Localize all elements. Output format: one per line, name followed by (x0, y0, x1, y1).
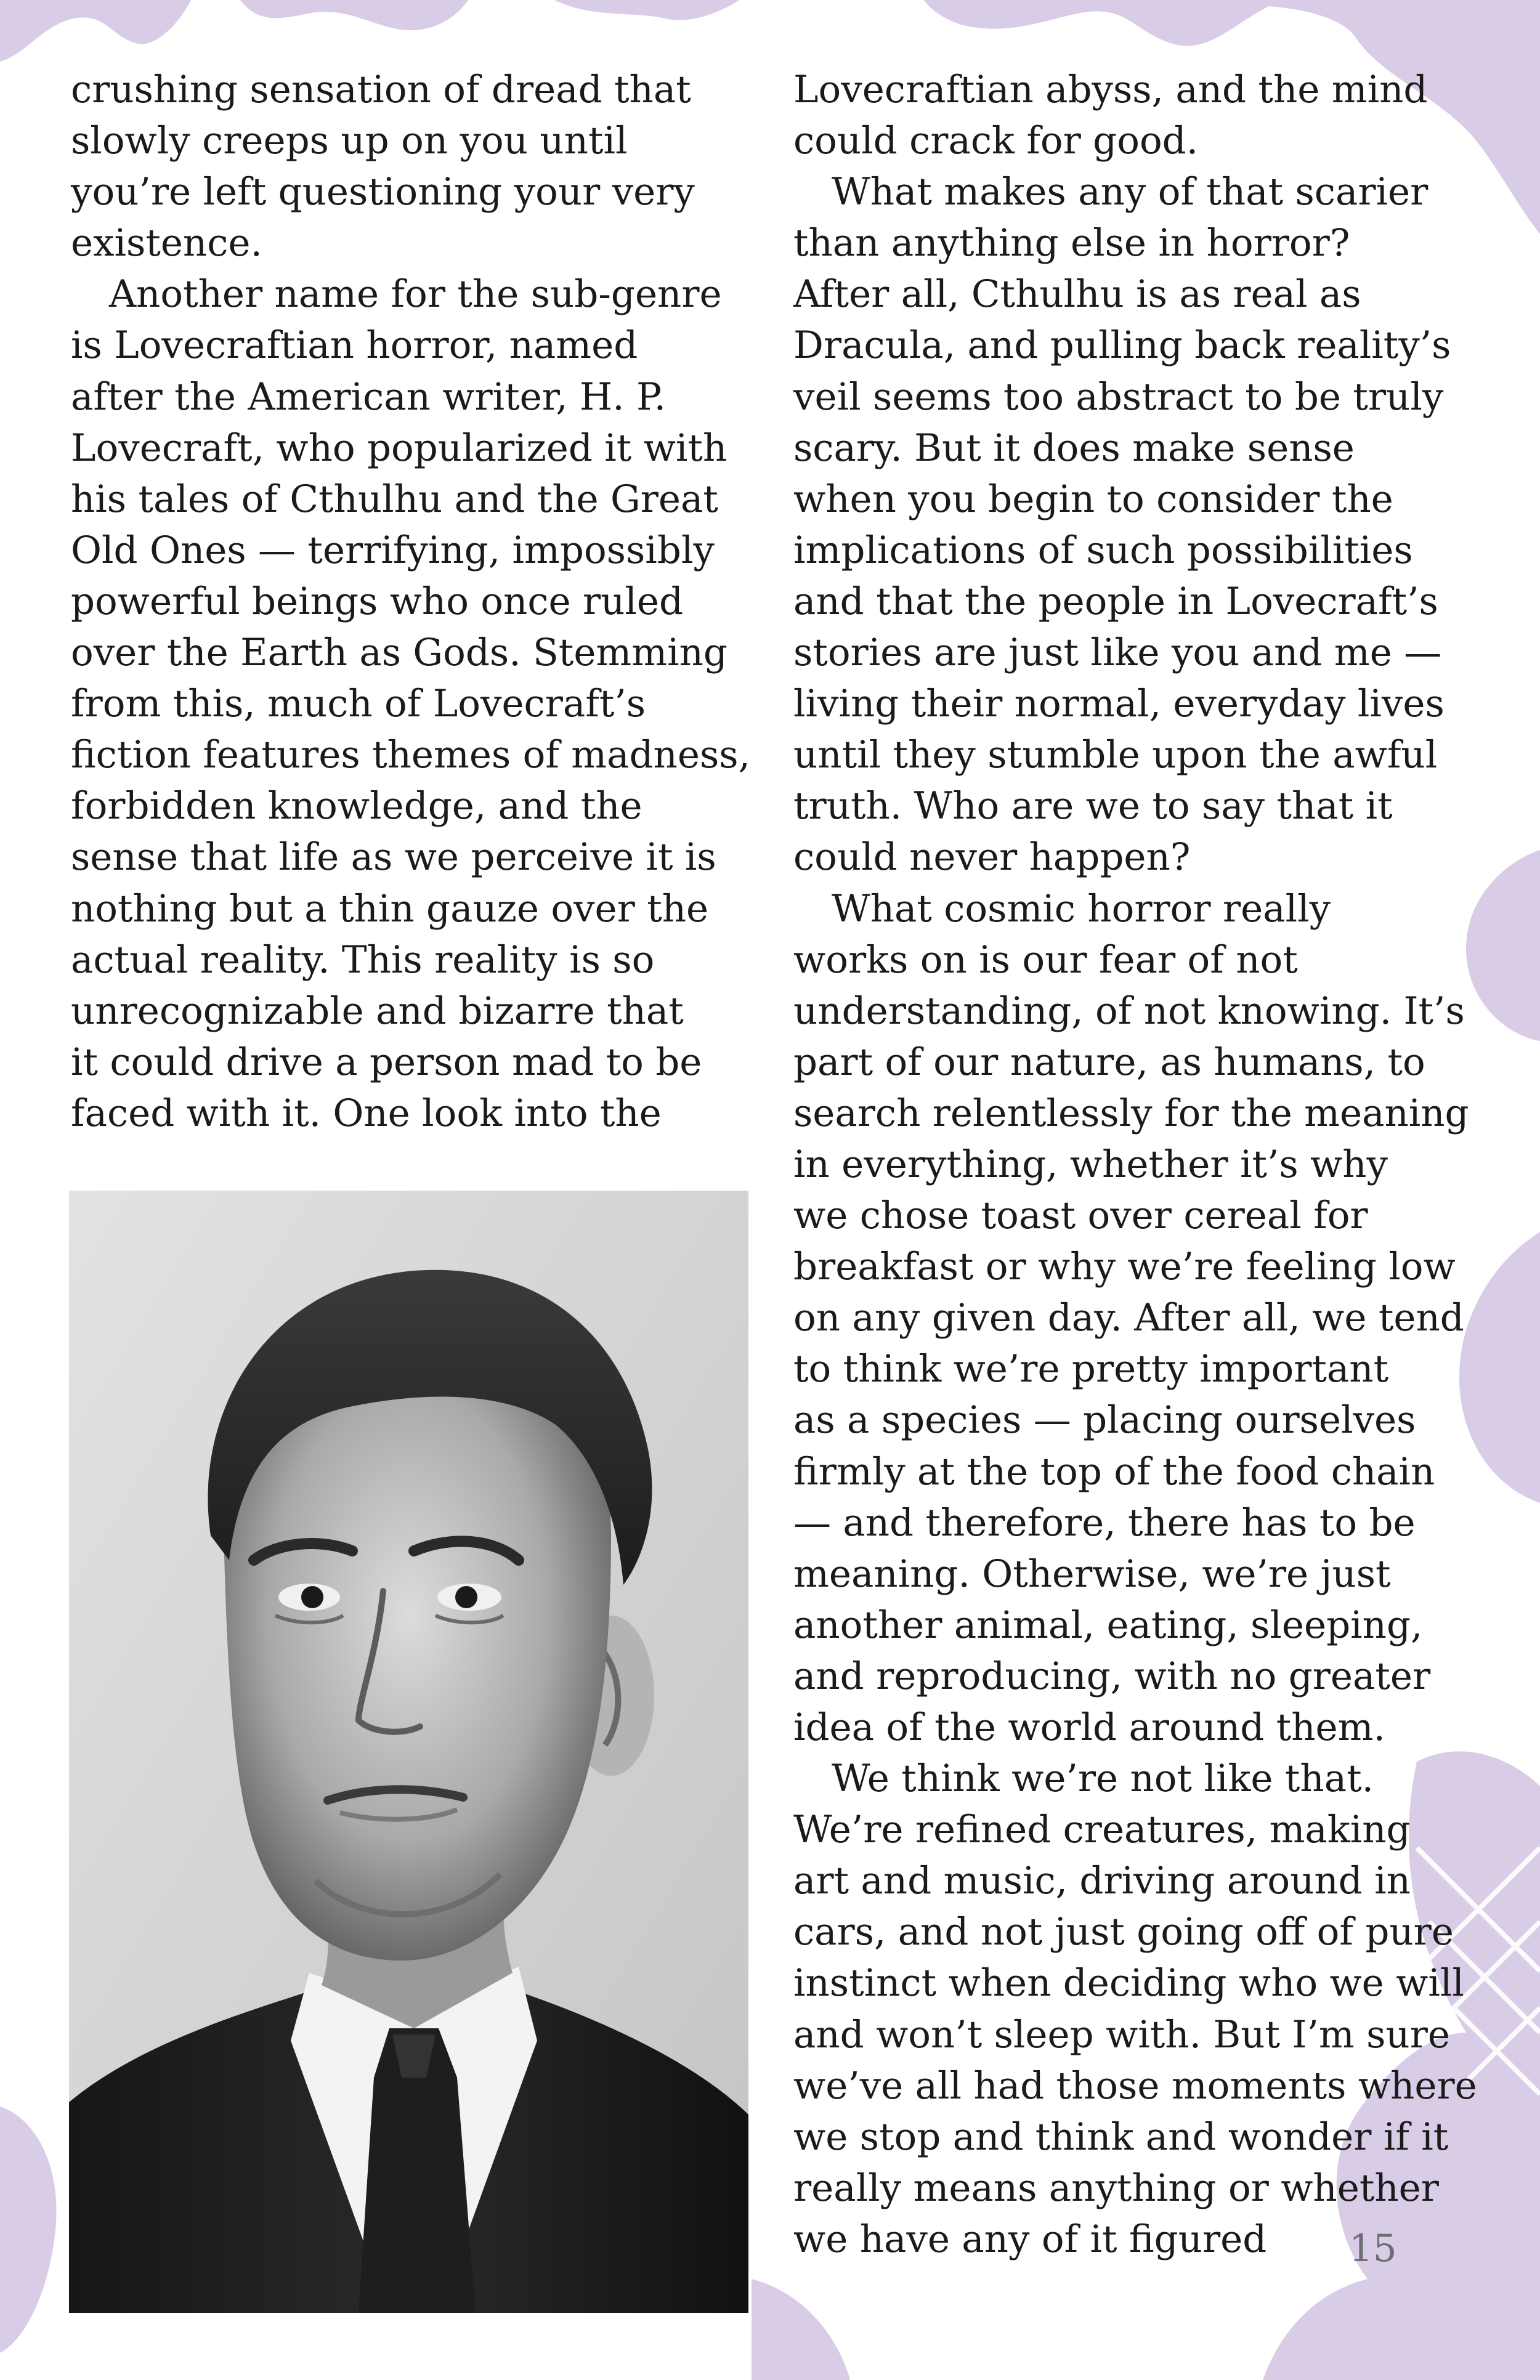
text-line: firmly at the top of the food chain (793, 1449, 1435, 1494)
paragraph (71, 64, 748, 269)
text-line: We’re refined creatures, making (793, 1808, 1411, 1852)
text-line: another animal, eating, sleeping, (793, 1603, 1423, 1647)
text-line: idea of the world around them. (793, 1706, 1385, 1749)
text-line: — and therefore, there has to be (793, 1500, 1416, 1545)
paragraph (793, 166, 1489, 883)
text-line: it could drive a person mad to be (71, 1040, 702, 1084)
text-line: we stop and think and wonder if it (793, 2115, 1449, 2159)
text-line: veil seems too abstract to be truly (793, 374, 1444, 419)
bg-blob-bottom-center (752, 2279, 850, 2380)
text-line: truth. Who are we to say that it (793, 784, 1393, 828)
bg-blob-top-center (240, 0, 468, 30)
text-line: Old Ones — terrifying, impossibly (71, 528, 715, 572)
text-line: on any given day. After all, we tend (793, 1296, 1464, 1340)
bg-blob-top-mid (554, 0, 739, 20)
text-line: part of our nature, as humans, to (793, 1040, 1425, 1084)
text-line: when you begin to consider the (793, 477, 1393, 521)
left-text-column (71, 64, 748, 1139)
text-line: Dracula, and pulling back reality’s (793, 323, 1451, 368)
paragraph (71, 269, 748, 1139)
page-number: 15 (1349, 2227, 1397, 2270)
text-line: existence. (71, 221, 262, 265)
text-line: over the Earth as Gods. Stemming (71, 631, 727, 675)
text-line: in everything, whether it’s why (793, 1142, 1388, 1186)
text-line: living their normal, everyday lives (793, 682, 1445, 726)
text-line: to think we’re pretty important (793, 1347, 1389, 1391)
text-line: art and music, driving around in (793, 1859, 1411, 1903)
text-line: from this, much of Lovecraft’s (71, 682, 646, 726)
text-line: really means anything or whether (793, 2166, 1439, 2210)
text-line: is Lovecraftian horror, named (71, 323, 638, 368)
text-line: search relentlessly for the meaning (793, 1091, 1469, 1135)
text-line: slowly creeps up on you until (71, 119, 628, 163)
text-line: fiction features themes of madness, (71, 733, 750, 777)
text-line: scary. But it does make sense (793, 426, 1355, 470)
text-line: forbidden knowledge, and the (71, 784, 642, 828)
text-line: actual reality. This reality is so (71, 937, 655, 982)
portrait-photo-icon (69, 1191, 748, 2313)
text-line: than anything else in horror? (793, 221, 1350, 265)
text-line: as a species — placing ourselves (793, 1398, 1416, 1443)
text-line: Lovecraftian abyss, and the mind (793, 68, 1428, 111)
text-line: after the American writer, H. P. (71, 374, 667, 419)
text-line: What cosmic horror really (832, 886, 1331, 931)
text-line: We think we’re not like that. (832, 1757, 1374, 1801)
paragraph (793, 1753, 1489, 2265)
text-line: What makes any of that scarier (832, 170, 1429, 214)
text-line: and that the people in Lovecraft’s (793, 579, 1438, 623)
text-line: nothing but a thin gauze over the (71, 886, 709, 931)
text-line: you’re left questioning your very (71, 170, 695, 214)
bg-blob-top-left (0, 0, 191, 62)
portrait-photo (69, 1191, 748, 2313)
text-line: could never happen? (793, 835, 1191, 880)
text-line: instinct when deciding who we will (793, 1961, 1464, 2006)
text-line: faced with it. One look into the (71, 1091, 662, 1135)
text-line: until they stumble upon the awful (793, 733, 1438, 777)
right-text-column (793, 64, 1489, 2265)
text-line: cars, and not just going off of pure (793, 1910, 1454, 1954)
text-line: his tales of Cthulhu and the Great (71, 477, 718, 521)
text-line: and reproducing, with no greater (793, 1654, 1431, 1698)
text-line: implications of such possibilities (793, 528, 1413, 572)
text-line: unrecognizable and bizarre that (71, 989, 684, 1033)
text-line: After all, Cthulhu is as real as (793, 272, 1361, 317)
text-line: Lovecraft, who popularized it with (71, 426, 727, 470)
text-line: could crack for good. (793, 119, 1199, 163)
text-line: breakfast or why we’re feeling low (793, 1245, 1456, 1289)
text-line: and won’t sleep with. But I’m sure (793, 2012, 1450, 2057)
text-line: crushing sensation of dread that (71, 68, 691, 111)
paragraph (793, 64, 1489, 166)
paragraph (793, 883, 1489, 1754)
text-line: powerful beings who once ruled (71, 579, 684, 623)
bg-blob-bottom-left (0, 2107, 57, 2353)
text-line: meaning. Otherwise, we’re just (793, 1552, 1391, 1596)
text-line: sense that life as we perceive it is (71, 835, 716, 880)
text-line: we’ve all had those moments where (793, 2063, 1477, 2108)
text-line: we chose toast over cereal for (793, 1194, 1368, 1238)
text-line: stories are just like you and me — (793, 631, 1442, 675)
text-line: Another name for the sub-genre (109, 272, 722, 317)
text-line: works on is our fear of not (793, 937, 1298, 982)
text-line: understanding, of not knowing. It’s (793, 989, 1465, 1033)
text-line: we have any of it figured (793, 2217, 1267, 2261)
